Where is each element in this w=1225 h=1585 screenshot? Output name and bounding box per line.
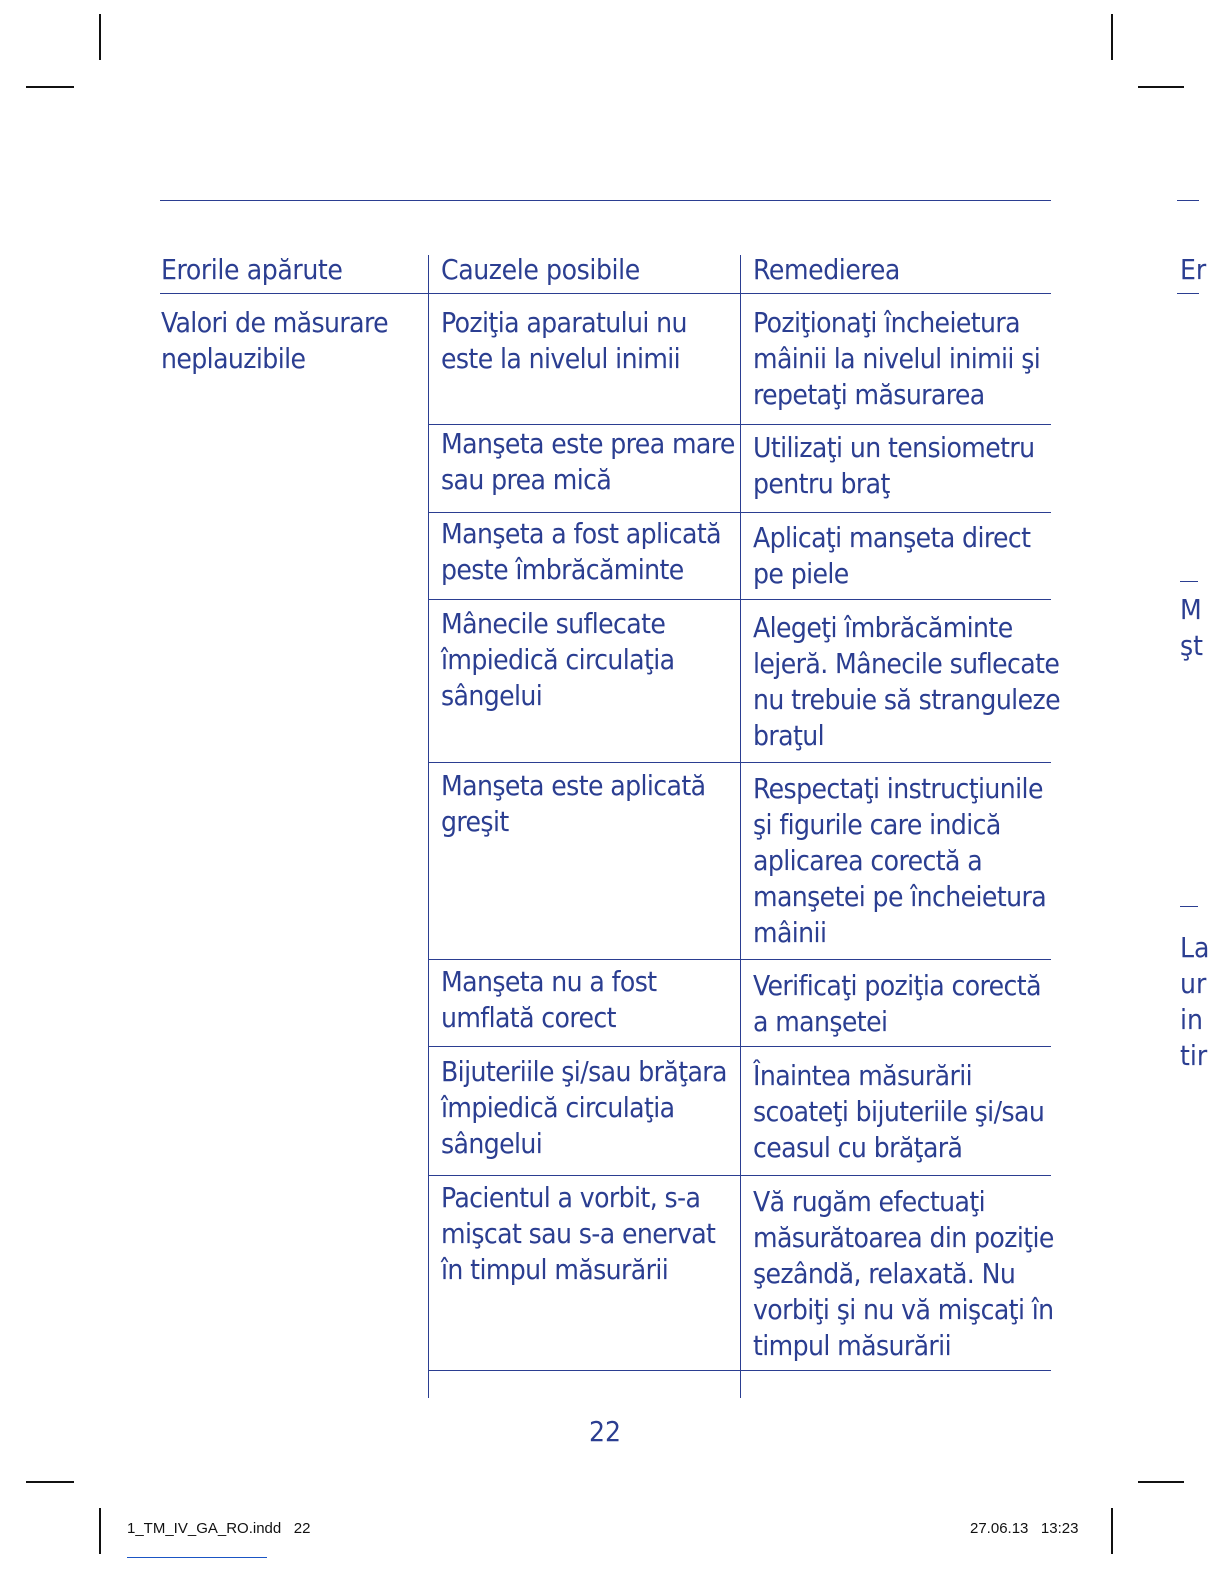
- row-divider: [429, 599, 1051, 600]
- error-cell: Valori de măsurare neplauzibile: [161, 306, 389, 375]
- crop-mark: [99, 1508, 101, 1554]
- slug-date: 27.06.13 13:23: [970, 1520, 1079, 1537]
- row-divider: [429, 1370, 1051, 1371]
- page-number: 22: [588, 1415, 622, 1448]
- next-page-text-fragment: M şt: [1180, 593, 1203, 662]
- header-remedy: Remedierea: [753, 253, 900, 286]
- column-divider: [428, 255, 429, 1398]
- crop-mark: [1138, 1481, 1184, 1483]
- remedy-cell: Înaintea măsurării scoateţi bijuteriile şi/sau ceasul cu brăţară: [753, 1059, 1045, 1164]
- next-page-rule: [1180, 581, 1198, 582]
- crop-mark: [1111, 1508, 1113, 1554]
- slug-underline: [127, 1557, 267, 1558]
- next-page-text-fragment: La ur in tir: [1180, 931, 1210, 1072]
- cause-cell: Manşeta a fost aplicată peste îmbrăcăminte: [441, 517, 721, 586]
- row-divider: [429, 762, 1051, 763]
- remedy-cell: Respectaţi instrucţiunile şi figurile care indică aplicarea corectă a manşetei pe încheietura mâinii: [753, 772, 1047, 949]
- remedy-cell: Alegeţi îmbrăcăminte lejeră. Mânecile suflecate nu trebuie să stranguleze braţul: [753, 611, 1061, 752]
- remedy-cell: Utilizaţi un tensiometru pentru braţ: [753, 431, 1035, 500]
- slug-filename: 1_TM_IV_GA_RO.indd 22: [127, 1520, 311, 1537]
- crop-mark: [26, 1481, 74, 1483]
- top-rule: [160, 200, 1051, 201]
- crop-mark: [99, 14, 101, 60]
- cause-cell: Mânecile suflecate împiedică circulaţia sângelui: [441, 607, 675, 712]
- column-divider: [740, 255, 741, 1398]
- cause-cell: Pacientul a vorbit, s-a mişcat sau s-a enervat în timpul măsurării: [441, 1181, 716, 1286]
- top-rule-next-page: [1177, 200, 1199, 201]
- header-rule: [160, 293, 1051, 294]
- cause-cell: Manşeta este aplicată greşit: [441, 769, 706, 838]
- crop-mark: [1111, 14, 1113, 60]
- row-divider: [429, 512, 1051, 513]
- next-page-header-fragment: Er: [1180, 253, 1207, 286]
- remedy-cell: Aplicaţi manşeta direct pe piele: [753, 521, 1031, 590]
- cause-cell: Poziţia aparatului nu este la nivelul inimii: [441, 306, 687, 375]
- remedy-cell: Vă rugăm efectuaţi măsurătoarea din poziţie şezândă, relaxată. Nu vorbiţi şi nu vă mişcaţi în timpul măsurării: [753, 1185, 1054, 1362]
- crop-mark: [1138, 86, 1184, 88]
- cause-cell: Bijuteriile şi/sau brăţara împiedică circulaţia sângelui: [441, 1055, 727, 1160]
- cause-cell: Manşeta este prea mare sau prea mică: [441, 427, 735, 496]
- cause-cell: Manşeta nu a fost umflată corect: [441, 965, 657, 1034]
- row-divider: [429, 1175, 1051, 1176]
- crop-mark: [26, 86, 74, 88]
- remedy-cell: Verificaţi poziţia corectă a manşetei: [753, 969, 1041, 1038]
- row-divider: [429, 959, 1051, 960]
- remedy-cell: Poziţionaţi încheietura mâinii la nivelul inimii şi repetaţi măsurarea: [753, 306, 1041, 411]
- header-causes: Cauzele posibile: [441, 253, 640, 286]
- header-errors: Erorile apărute: [161, 253, 343, 286]
- row-divider: [429, 1046, 1051, 1047]
- row-divider: [429, 424, 1051, 425]
- next-page-rule: [1180, 906, 1198, 907]
- next-page-rule: [1177, 293, 1199, 294]
